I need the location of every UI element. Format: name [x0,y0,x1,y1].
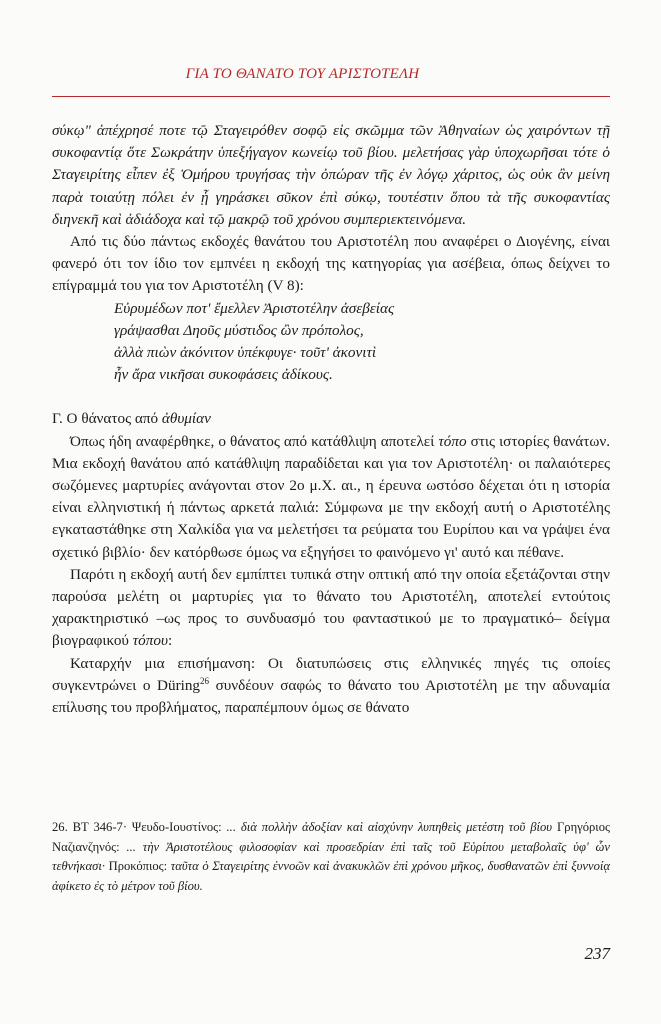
paragraph-c1-text-b: στις ιστορίες θανάτων. Μια εκδοχή θανάτου από κατάθλιψη παραδίδεται και για τον Αριστοτέλη· οι παλαιότερες σωζόμενες μαρτυρίες ανάγονται στον 2ο μ.Χ. αι., η έρευνα ωστόσο δέχεται ότι η ιστορία είναι ελληνιστική ή πάντως αρκετά παλιά: Σύμφωνα με την εκδοχή αυτή ο Αριστοτέλης εγκαταστάθηκε στη Χαλκίδα για να μελετήσει τα ρεύματα του Ευρίπου και να γράψει ένα σχετικό βιβλίο· δεν κατόρθωσε όμως να εξηγήσει το φαινόμενο γι' αυτό και πέθανε. [52,432,610,561]
paragraph-c3-text-a: Καταρχήν μια επισήμανση: Οι διατυπώσεις στις ελληνικές πηγές τις οποίες συγκεντρώνει ο Düring [52,654,610,694]
paragraph-c2 [52,564,610,653]
verse-line: ἦν ἄρα νικῆσαι συκοφάσεις ἀδίκους. [114,366,333,384]
paragraph-c1 [52,431,610,564]
footnote-marker: 26 [200,675,210,686]
epigram-verses [52,298,610,387]
footnote-text: Προκόπιος: [105,859,171,873]
footnote-text: Γρηγόριος Ναζιανζηνός: [52,820,610,854]
section-heading-text: Γ. Ο θάνατος από [52,410,162,428]
header-rule [52,96,610,97]
paragraph-c2-text-b: : [167,632,173,650]
topos-term: τόπο [438,432,467,450]
paragraph-c3 [52,653,610,720]
page-number: 237 [584,944,610,963]
paragraph-c3-text-b: συνδέουν σαφώς το θάνατο του Αριστοτέλη με την αδυναμία επίλυσης του προβλήματος, παραπέμπουν όμως σε θάνατο [52,676,610,717]
footnotes [52,818,610,896]
verse-line: ἀλλὰ πιὼν ἀκόνιτον ὑπέκφυγε· τοῦτ' ἀκονιτὶ [114,344,377,362]
footnote-greek: ... τὴν Ἀριστοτέλους φιλοσοφίαν καὶ προσεδρίαν ἐπὶ ταῖς τοῦ Εὐρίπου μεταβολαῖς ὑφ' ὧν τεθνήκασι· [52,839,610,873]
section-heading-greek: ἀθυμίαν [161,410,211,428]
running-header: ΓΙΑ ΤΟ ΘΑΝΑΤΟ ΤΟΥ ΑΡΙΣΤΟΤΕΛΗ [185,66,420,82]
footnote-greek: ταῦτα ὁ Σταγειρίτης ἐννοῶν καὶ ἀνακυκλῶν ἐπὶ χρόνου μῆκος, δυσθανατῶν ἐπὶ ξυννοίᾳ ἀφίκετο ἐς τὸ μέτρον τοῦ βίου. [52,859,610,893]
section-heading [52,408,610,430]
footnote-26 [52,818,610,896]
verse-line: γράψασθαι Δηοῦς μύστιδος ὢν πρόπολος, [114,321,364,339]
paragraph-epigram-intro: Από τις δύο πάντως εκδοχές θανάτου του Αριστοτέλη που αναφέρει ο Διογένης, είναι φανερό ότι τον ίδιο τον εμπνέει η εκδοχή της κατηγορίας για ασέβεια, όπως δείχνει το επίγραμμά του για τον Αριστοτέλη (V 8): [52,233,610,295]
greek-quote-paragraph: σύκῳ" ἀπέχρησέ ποτε τῷ Σταγειρόθεν σοφῷ εἰς σκῶμμα τῶν Ἀθηναίων ὡς χαιρόντων τῇ συκοφαντίᾳ ὅτε Σωκράτην ὑπεξήγαγον κωνείῳ τοῦ βίου. μελετήσας γὰρ ὑποχωρῆσαι τότε ὁ Σταγειρίτης εἶπεν ἐξ Ὁμήρου τρυγήσας τὴν ὀπώραν τῆς ἐν λόγῳ χάριτος, ὡς οὐκ ἂν μείνη παρὰ τοιαύτῃ πόλει ἐν ᾗ γηράσκει σῦκον ἐπὶ σύκῳ, τουτέστιν ὅπου τὰ τῆς συκοφαντίας διηνεκῆ καὶ ἀδιάδοχα καὶ τῷ μακρῷ τοῦ χρόνου συμπεριεκτεινόμενα. [52,122,610,228]
paragraph-c1-text-a: Όπως ήδη αναφέρθηκε, ο θάνατος από κατάθλιψη αποτελεί [70,432,439,450]
paragraph-c2-text-a: Παρότι η εκδοχή αυτή δεν εμπίπτει τυπικά στην οπτική από την οποία εξετάζονται στην παρούσα μελέτη οι μαρτυρίες για το θάνατο του Αριστοτέλη, αποτελεί εντούτοις χαρακτηριστικό –ως προς το συνδυασμό του φανταστικού με το πραγματικό– δείγμα βιογραφικού [52,565,610,650]
footnote-greek: ... διὰ πολλὴν ἀδοξίαν καὶ αἰσχύνην λυπηθεὶς μετέστη τοῦ βίου [226,820,553,834]
verse-line: Εὐρυμέδων ποτ' ἔμελλεν Ἀριστοτέλην ἀσεβείας [114,299,395,317]
topos-term: τόπου [132,632,168,650]
footnote-text: 26. ΒΤ 346-7· Ψευδο-Ιουστίνος: [52,820,227,834]
main-text [52,120,610,719]
